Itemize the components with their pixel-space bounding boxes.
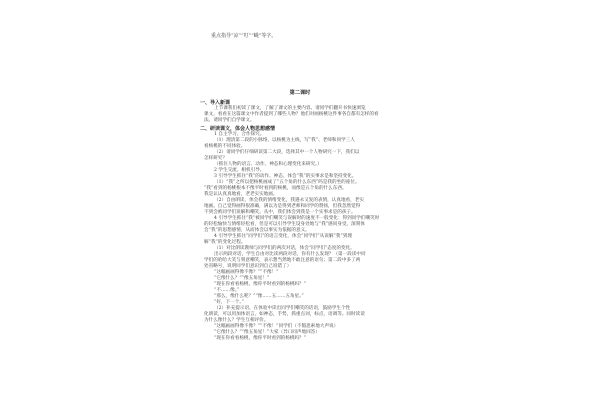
paragraph-line: 4 引导学生抓住“同学们”的语言变化，体会“同学们”从误解“我”到理 [214, 234, 352, 239]
paragraph-line: 的轻松愉快与情绪轻松看，但是可以引导学生设身处地与“我”感同身受。深刻体 [204, 222, 365, 227]
section2-body [204, 132, 400, 342]
paragraph-line: （1）对比朗读教师与同学们的两次对话，体会“同学们”态度的变化。 [214, 246, 355, 251]
section2-heading: 二、研读课文，体会人物思想感情 [200, 126, 276, 132]
paragraph-line: 为什么像什么？学生互相评价。 [204, 318, 269, 323]
paragraph-line: 学们的哈哈大笑与刻意嘲笑，表示想当然地不敢注意的语句；第二段中多了两 [204, 258, 361, 263]
paragraph-line: 看杨桃的不同体验。 [204, 144, 246, 149]
paragraph-line: 我是认认真真地看，老老实实地画。 [204, 192, 278, 197]
section1-body [204, 106, 400, 124]
dialogue-line: “它像什么？”“像五角星！” [214, 276, 270, 281]
paragraph-line: 化朗读，可以用加体语言，如神态，手势，抓重点词，标点，语调等。同时读读 [204, 312, 365, 317]
paragraph-line: 怎样研究？ [204, 156, 227, 161]
paragraph-line: 2 学生交流，相机引导。 [214, 168, 265, 173]
paragraph-line: 会“我”的思想感情，从而体会以事实为依据的意义。 [204, 228, 310, 233]
lesson-title: 第二课时 [289, 90, 311, 96]
dialogue-line: “它像什么？”“像五角星！”大家（异口同声地回答） [214, 330, 320, 335]
paragraph-line: （2）请同学们仔细研读第二大段，选择其中一个人物研究一下，我们以 [214, 150, 360, 155]
paragraph-line: 解“我”的变化过程。 [204, 240, 246, 245]
paragraph-line: （1）理清第二段的小脉络，以杨桃为主线，写“我”、老师和同学三人 [214, 138, 355, 143]
paragraph-line: 出示两段对话，学生自由对比读两段对话，你有什么发现？（第一段读中同 [214, 252, 366, 257]
paragraph-line: （1）“我”之所以把杨桃画成了“五个角的什么东西”吗是我的坐的座位。 [214, 180, 360, 185]
paragraph-line: 上节课我们初读了课文，了解了课文的主要内容。请同学们翻开书快速浏览 [214, 106, 366, 111]
paragraph-line: 4 引导学生抓住“我”被同学们嘲笑与误解时的速度不一般变化：得到同学们嘲笑时 [214, 216, 380, 221]
paragraph-line: 处省略号，说明同学们意识到自己说错了） [204, 264, 292, 269]
dialogue-line: “这幅画画得像不像？”“不像！”同学们（不假思索地大声说） [214, 324, 339, 329]
dialogue-line: “现在你看看杨桃，像你平时看到的杨桃吗？” [214, 282, 306, 287]
top-note: 重点指导“凉”“叮”“蝇”等字。 [211, 33, 277, 39]
section1-heading: 一、导入新课 [200, 100, 231, 106]
paragraph-line: 3 引导学生抓住“我”的动作、神态、体会“我”的实事求是和坚持变化。 [214, 174, 357, 179]
dialogue-line: “这幅画画得像不像？”“不像！” [214, 270, 279, 275]
dialogue-line: “不……像。” [214, 288, 240, 293]
paragraph-line: （抓住人物的语言、动作、神态和心理变化来研究。） [214, 162, 322, 167]
paragraph-line: （2）补充提示语，在体验中读出同学们嘲笑的话语，鼓励学生个性 [214, 306, 351, 311]
dialogue-line: “那么，像什么呢？”“像……五……五角星。” [214, 294, 304, 299]
paragraph-line: 法。请同学们自学课文。 [204, 118, 255, 123]
dialogue-line: “好，下一个。” [214, 300, 244, 305]
paragraph-line: 地画。自己觉得画得很准确，满以为是得到老师和同学的赞扬，但我忽然觉得 [204, 204, 361, 209]
dialogue-line: “现在你看看杨桃，像你平时看到的杨桃吗？” [214, 336, 306, 341]
paragraph-line: （2）自由朗读，体会我的情绪变化，我遇永又复的表情，认真地看，老实 [214, 198, 364, 203]
paragraph-line: “我”看到的杨桃根本不像平时看到的杨桃，而像是五个角的什么东西。 [204, 186, 347, 191]
paragraph-line: 不到会被同学们误解和嘲笑。从中，我们体会到我是一个实事求是的孩子。 [204, 210, 356, 215]
paragraph-line: 课文，看看在这篇课文中作者提到了哪些人物？他们对画杨桃这件事各自都有怎样的看 [204, 112, 379, 117]
paragraph-line: 1 自主学习，合作探究。 [214, 132, 265, 137]
